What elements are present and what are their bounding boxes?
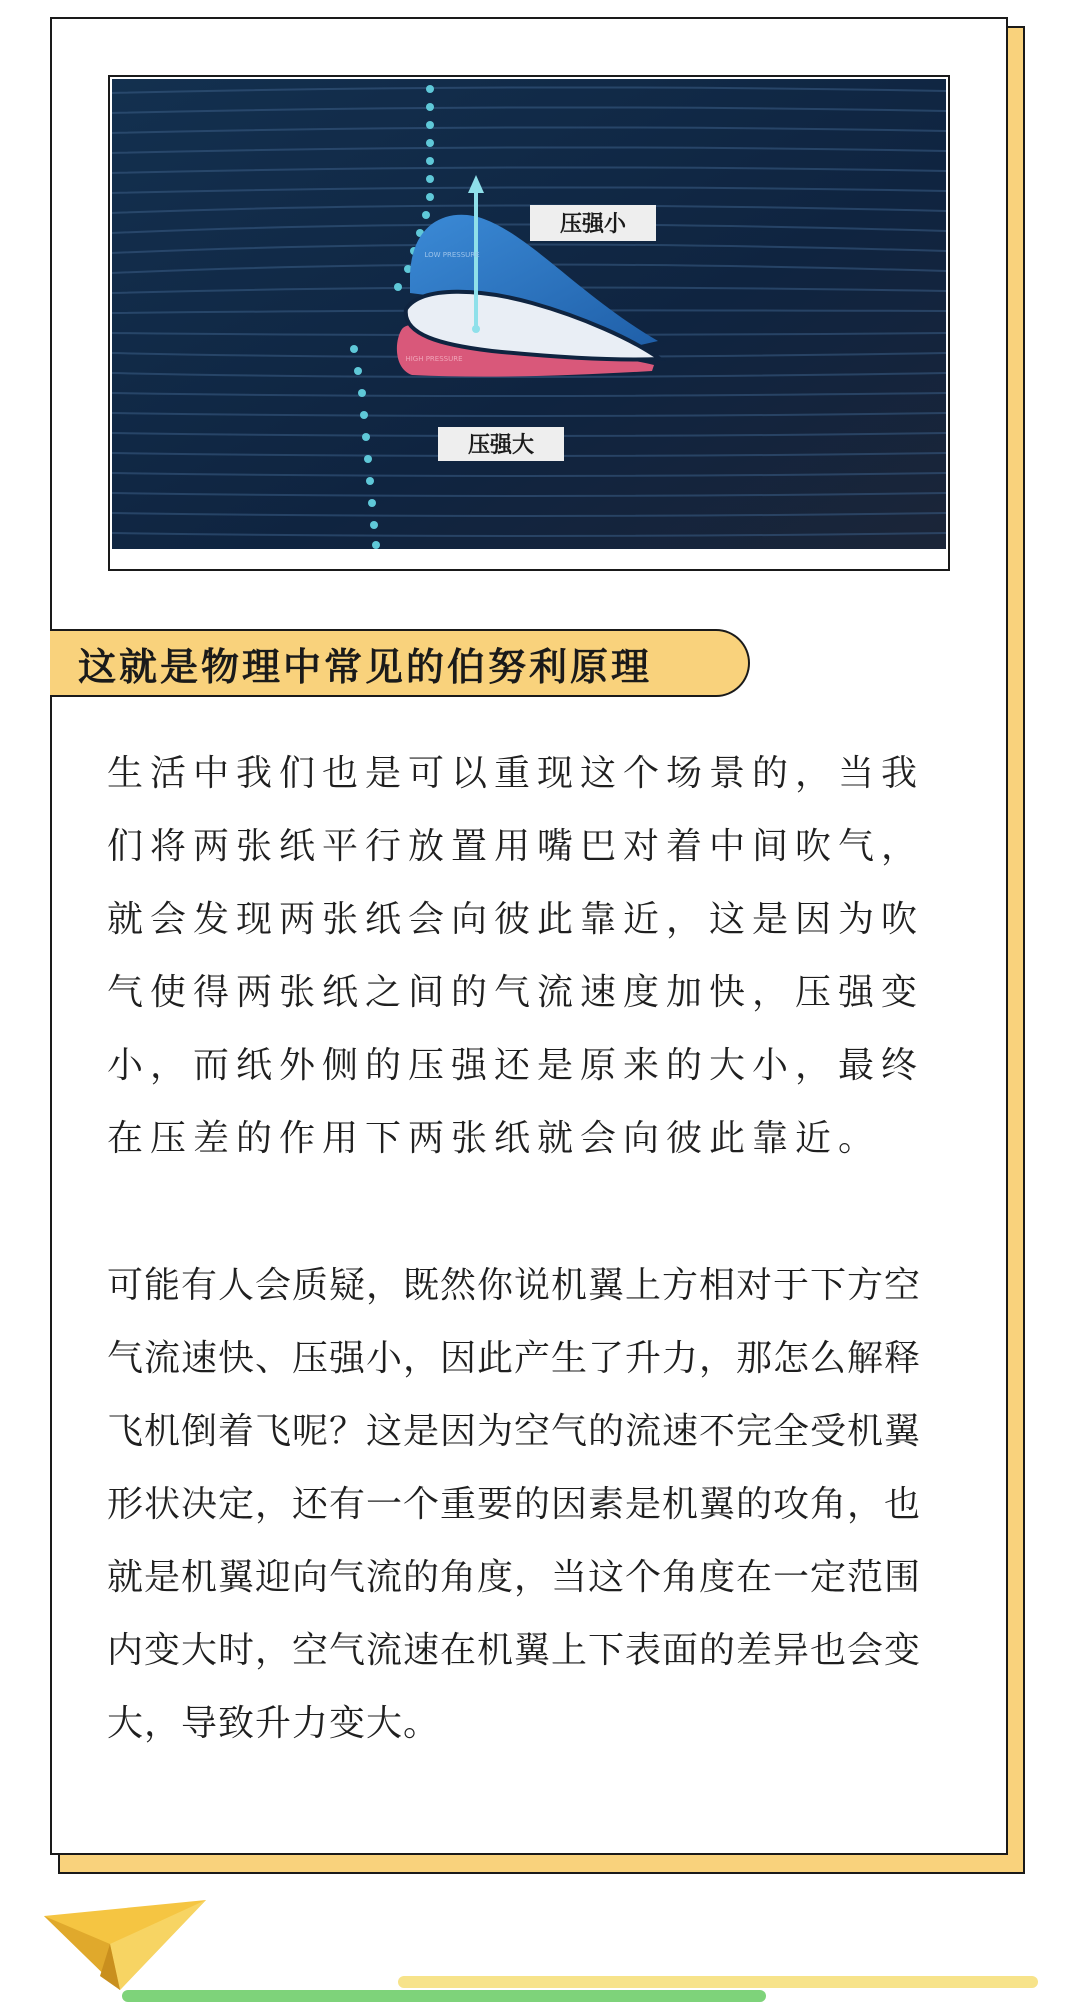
airfoil-illustration [112, 79, 946, 549]
footer-yellow-bar [398, 1976, 1038, 1988]
airfoil-figure [112, 79, 946, 549]
section-heading [50, 629, 750, 697]
footer-green-bar [122, 1990, 766, 2002]
low-pressure-label: 压强小 [559, 212, 627, 237]
high-pressure-small-text: HIGH PRESSURE [405, 355, 463, 363]
section-heading-text: 这就是物理中常见的伯努利原理 [78, 644, 653, 689]
body-paragraph-1: 生活中我们也是可以重现这个场景的，当我们将两张纸平行放置用嘴巴对着中间吹气，就会发现两张纸会向彼此靠近，这是因为吹气使得两张纸之间的气流速度加快，压强变小，而纸外侧的压强还是原来的大小，最终在压差的作用下两张纸就会向彼此靠近。 [107, 753, 925, 1159]
body-paragraph-2: 可能有人会质疑，既然你说机翼上方相对于下方空气流速快、压强小，因此产生了升力，那怎么解释飞机倒着飞呢？这是因为空气的流速不完全受机翼形状决定，还有一个重要的因素是机翼的攻角，也就是机翼迎向气流的角度，当这个角度在一定范围内变大时，空气流速在机翼上下表面的差异也会变大，导致升力变大。 [107, 1265, 922, 1744]
high-pressure-label: 压强大 [467, 433, 535, 458]
footer-decoration [0, 1880, 1079, 2015]
airfoil-figure-frame [108, 75, 950, 571]
content-card [50, 17, 1008, 1855]
low-pressure-small-text: LOW PRESSURE [424, 251, 480, 259]
paper-plane-icon [44, 1900, 206, 1990]
